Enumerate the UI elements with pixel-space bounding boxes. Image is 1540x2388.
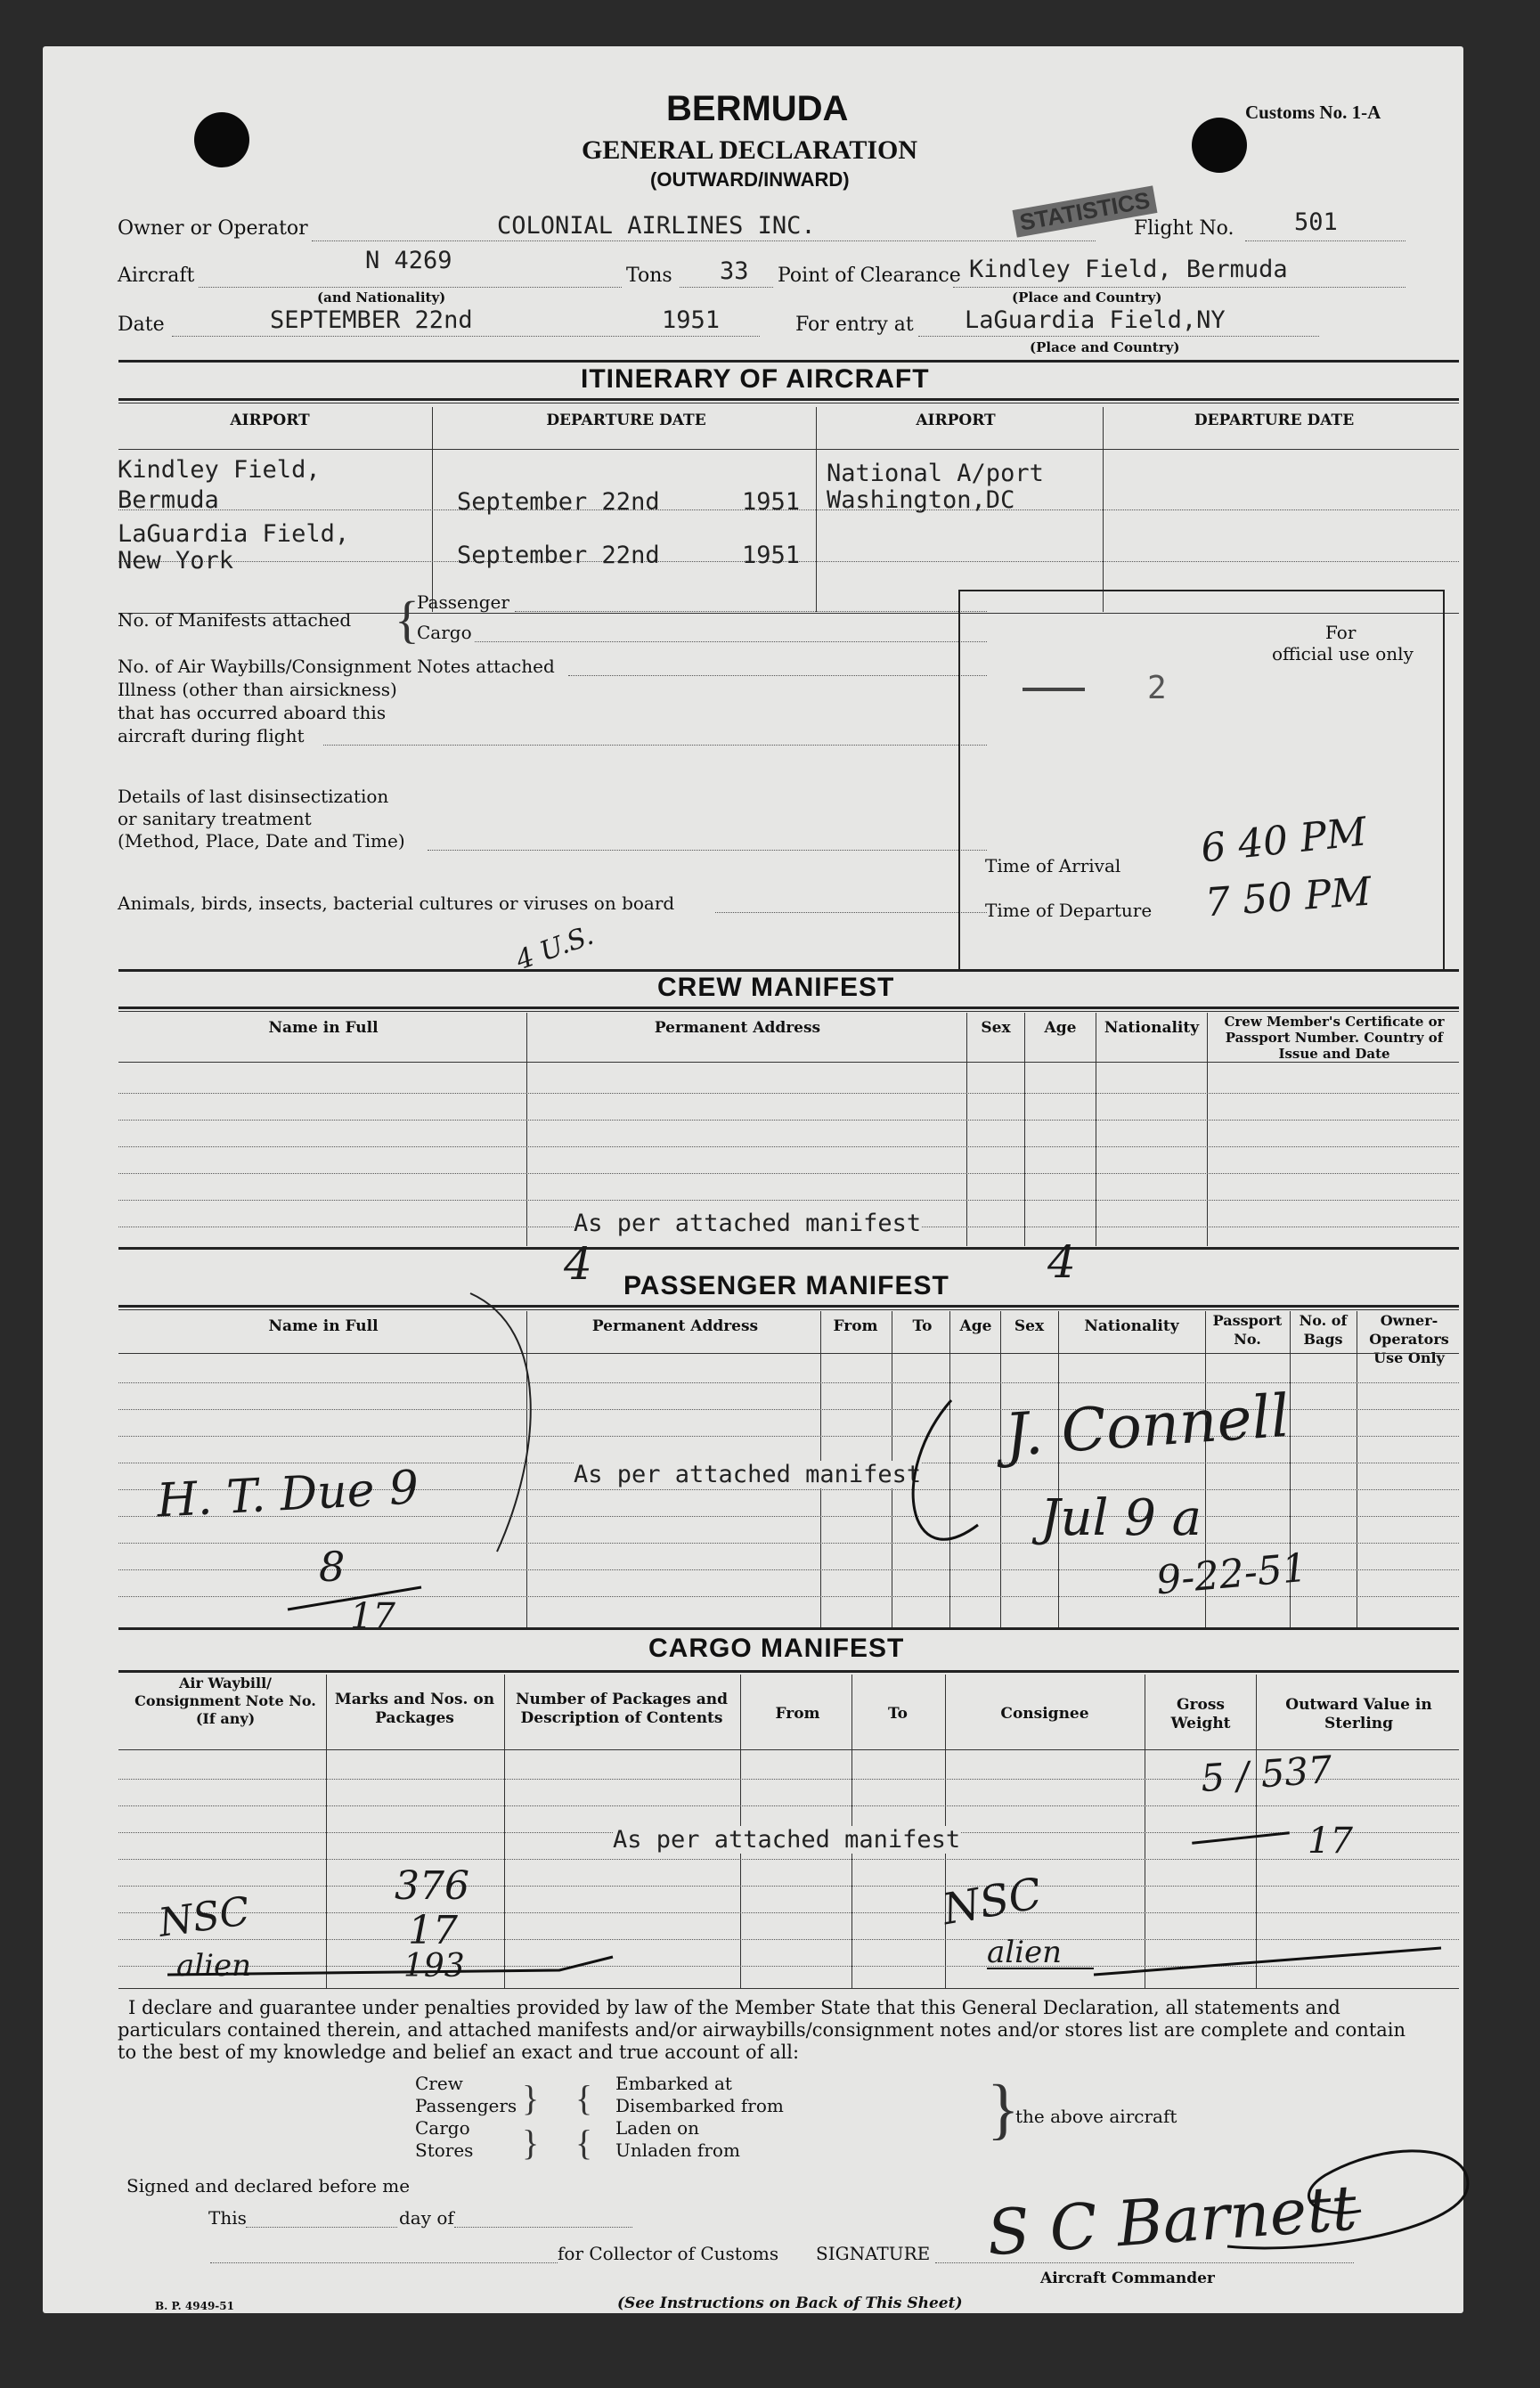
entry-label: For entry at [795,314,914,336]
official-heading-2: official use only [1272,643,1414,664]
itin-row2-airport-b: New York [118,547,234,575]
disinsect-label-2: or sanitary treatment [118,808,312,829]
tons-line [680,287,773,288]
rule [526,1013,527,1246]
itinerary-title: ITINERARY OF AIRCRAFT [581,364,930,394]
pax-col-nationality: Nationality [1084,1317,1179,1335]
entry-line [918,336,1319,337]
clearance-value: Kindley Field, Bermuda [969,256,1288,283]
brace-3: { [575,2078,593,2118]
departure-label: Time of Departure [985,900,1153,921]
cargo-col-marks: Marks and Nos. on Packages [334,1691,495,1727]
pax-col-from: From [833,1317,878,1335]
disinsect-label-3: (Method, Place, Date and Time) [118,830,405,852]
rule [966,1013,967,1246]
crew-col-address: Permanent Address [654,1019,821,1037]
rule [475,641,987,642]
passenger-count-left: 4 [564,1238,592,1290]
pax-col-owner: Owner-Operators Use Only [1369,1312,1449,1366]
brace-4: { [575,2123,593,2163]
tons-value: 33 [720,257,749,285]
passenger-title: PASSENGER MANIFEST [623,1271,949,1300]
departure-value: 7 50 PM [1203,868,1373,926]
pax-col-bags: No. of Bags [1299,1312,1348,1348]
itin-row1-year: 1951 [742,488,801,516]
crew-col-sex: Sex [981,1019,1011,1037]
cargo-weight-2: 17 [1308,1821,1353,1862]
rule [118,1146,1459,1147]
declaration-line-2: particulars contained therein, and attached manifests and/or airwaybills/consignment notes and/or stores list are complete and contain [118,2019,1406,2041]
crew-col-name: Name in Full [268,1019,379,1037]
illness-label-1: Illness (other than airsickness) [118,679,397,700]
signed-label: Signed and declared before me [126,2175,411,2196]
rule [428,850,987,851]
rule [118,1062,1459,1063]
pax-col-age: Age [959,1317,992,1335]
rule [118,1093,1459,1094]
cargo-title: CARGO MANIFEST [648,1634,905,1663]
decl-list-a-1: Passengers [415,2095,517,2116]
flight-line [1245,240,1406,241]
rule [715,912,987,913]
manifest-passenger-label: Passenger [417,591,509,613]
itin-col-airport-2: AIRPORT [916,412,996,429]
animals-label: Animals, birds, insects, bacterial cultures or viruses on board [118,892,675,914]
official-stamp-dash [1023,688,1085,691]
manifests-brace: { [395,591,420,648]
itin-col-departure-2: DEPARTURE DATE [1194,412,1355,429]
rule [1024,1013,1025,1246]
form-direction: (OUTWARD/INWARD) [650,168,850,191]
owner-line [312,240,1096,241]
rule [118,1912,1459,1913]
owner-label: Owner or Operator [118,217,308,240]
cargo-marks-1: 376 [395,1863,469,1909]
itin-row2-date: September 22nd [457,542,660,569]
cargo-marks-2: 17 [408,1908,458,1953]
punch-hole-right [1192,118,1247,173]
decl-list-b-3: Unladen from [615,2139,740,2161]
illness-label-2: that has occurred aboard this [118,702,387,723]
commander-label: Aircraft Commander [1040,2270,1215,2287]
arrival-label: Time of Arrival [985,855,1121,876]
rule [210,2262,584,2263]
nationality-note: (and Nationality) [317,289,446,306]
rule [118,1173,1459,1174]
decl-list-a-2: Cargo [415,2117,470,2139]
rule [118,1247,1459,1250]
pax-initials: Jul 9 a [1040,1489,1202,1547]
brace-5: } [987,2072,1020,2147]
statistics-stamp: STATISTICS [1013,185,1158,237]
passenger-note: As per attached manifest [574,1461,922,1488]
form-code: B. P. 4949-51 [155,2300,234,2312]
entry-value: LaGuardia Field,NY [965,306,1226,334]
cargo-col-consignee: Consignee [1000,1705,1089,1723]
itin-row2-year: 1951 [742,542,801,569]
rule [323,745,987,746]
itin-right-airport-b: Washington,DC [827,486,1015,514]
day-of-label: day of [399,2207,454,2229]
form-title: BERMUDA [666,89,849,128]
official-stamp-number: 2 [1147,670,1167,706]
date-line [172,336,760,337]
rule [568,675,987,676]
commander-signature: S C Barnett [984,2171,1359,2270]
declaration-line-3: to the best of my knowledge and belief an exact and true account of all: [118,2042,800,2063]
brace-1: } [522,2078,540,2118]
place-country-note: (Place and Country) [1012,289,1162,306]
pax-signature: J. Connell [1002,1381,1292,1471]
flight-label: Flight No. [1134,217,1234,240]
rule [118,1627,1459,1630]
itin-col-departure: DEPARTURE DATE [546,412,706,429]
itin-col-airport: AIRPORT [230,412,310,429]
aircraft-value: N 4269 [365,247,452,274]
form-number: Customs No. 1-A [1245,102,1381,123]
crew-title: CREW MANIFEST [657,973,895,1002]
signature-flourish [1210,2122,1495,2273]
rule [118,1120,1459,1121]
brace-2: } [522,2123,540,2163]
cargo-strike-lines [150,1935,1486,1988]
disinsect-label-1: Details of last disinsectization [118,786,389,807]
punch-hole-left [194,112,249,167]
rule [118,1886,1459,1887]
cargo-weight-strike [1192,1831,1290,1844]
official-heading-1: For [1325,622,1357,643]
itin-right-airport-a: National A/port [827,460,1044,487]
pax-col-passport: Passport No. [1212,1312,1283,1348]
rule [454,2227,632,2228]
rule [118,969,1459,972]
decl-list-a-3: Stores [415,2139,474,2161]
place-country-note-2: (Place and Country) [1030,339,1180,355]
flight-value: 501 [1294,208,1338,236]
rule [118,449,1459,450]
pax-col-address: Permanent Address [591,1317,759,1335]
crew-col-certificate: Crew Member's Certificate or Passport Number. Country of Issue and Date [1224,1014,1445,1062]
manifest-cargo-label: Cargo [417,622,472,643]
aircraft-line [199,287,622,288]
passenger-count-right: 4 [1047,1236,1076,1288]
clearance-line [953,287,1406,288]
cargo-marks-3: 193 [403,1948,465,1985]
cargo-weight-1: 5 / 537 [1199,1747,1334,1801]
illness-label-3: aircraft during flight [118,725,305,746]
form-subtitle: GENERAL DECLARATION [582,135,918,165]
cargo-left-2: alien [176,1948,252,1984]
year-value: 1951 [662,306,721,334]
above-aircraft: the above aircraft [1015,2106,1177,2127]
declaration-line-1: I declare and guarantee under penalties provided by law of the Member State that this General Declaration, all statements and [128,1997,1340,2018]
cargo-note: As per attached manifest [613,1826,961,1854]
decl-list-a-0: Crew [415,2073,463,2094]
rule [118,398,1459,401]
collector-label: for Collector of Customs [558,2243,779,2264]
itin-row1-airport-a: Kindley Field, [118,456,321,484]
rule [246,2227,397,2228]
cargo-left-1: NSC [155,1888,253,1946]
crew-note: As per attached manifest [574,1210,922,1237]
rule [1207,1013,1208,1246]
rule [118,1988,1459,1989]
crew-col-age: Age [1044,1019,1077,1037]
pax-col-to: To [912,1317,933,1335]
rule [118,1007,1459,1009]
rule [118,1011,1459,1012]
instructions-note: (See Instructions on Back of This Sheet) [617,2294,963,2312]
decl-list-b-1: Disembarked from [615,2095,784,2116]
signature-label: SIGNATURE [816,2243,931,2264]
cargo-consignee-1: NSC [938,1868,1046,1936]
rule [515,611,987,612]
crew-handwritten-note: 4 U.S. [511,919,598,977]
pax-stamp-scribble [265,1258,1156,1659]
rule [118,360,1459,363]
crew-col-nationality: Nationality [1104,1019,1200,1037]
rule [118,1200,1459,1201]
date-value: SEPTEMBER 22nd [270,306,473,334]
cargo-col-from: From [775,1705,820,1723]
tons-label: Tons [626,265,672,287]
cargo-col-packages: Number of Packages and Description of Contents [516,1691,728,1727]
this-label: This [208,2207,247,2229]
pax-col-sex: Sex [1014,1317,1045,1335]
cargo-col-to: To [887,1705,909,1723]
date-label: Date [118,314,165,336]
pax-handwritten-1: H. T. Due 9 [155,1461,420,1528]
clearance-label: Point of Clearance [778,265,961,287]
rule [118,1805,1459,1806]
cargo-consignee-2: alien [987,1935,1063,1970]
pax-handwritten-2: 8 [319,1543,346,1591]
rule [118,1749,1459,1750]
rule [118,1670,1459,1673]
cargo-col-weight: Gross Weight [1170,1696,1231,1732]
itin-row1-date: September 22nd [457,488,660,516]
rule [118,1859,1459,1860]
pax-col-name: Name in Full [268,1317,379,1335]
itin-row2-airport-a: LaGuardia Field, [118,520,350,548]
pax-date: 9-22-51 [1154,1544,1309,1604]
decl-list-b-0: Embarked at [615,2073,732,2094]
cargo-col-waybill: Air Waybill/ Consignment Note No. (If any) [134,1675,316,1727]
arrival-value: 6 40 PM [1198,809,1369,872]
declaration-sheet [43,46,1463,2313]
itin-row1-airport-b: Bermuda [118,486,219,514]
manifests-label: No. of Manifests attached [118,609,352,631]
owner-value: COLONIAL AIRLINES INC. [497,212,816,240]
cargo-col-value: Outward Value in Sterling [1285,1696,1432,1732]
pax-handwritten-3: 17 [350,1596,395,1637]
decl-list-b-2: Laden on [615,2117,700,2139]
waybills-label: No. of Air Waybills/Consignment Notes attached [118,656,555,677]
aircraft-label: Aircraft [118,265,195,287]
